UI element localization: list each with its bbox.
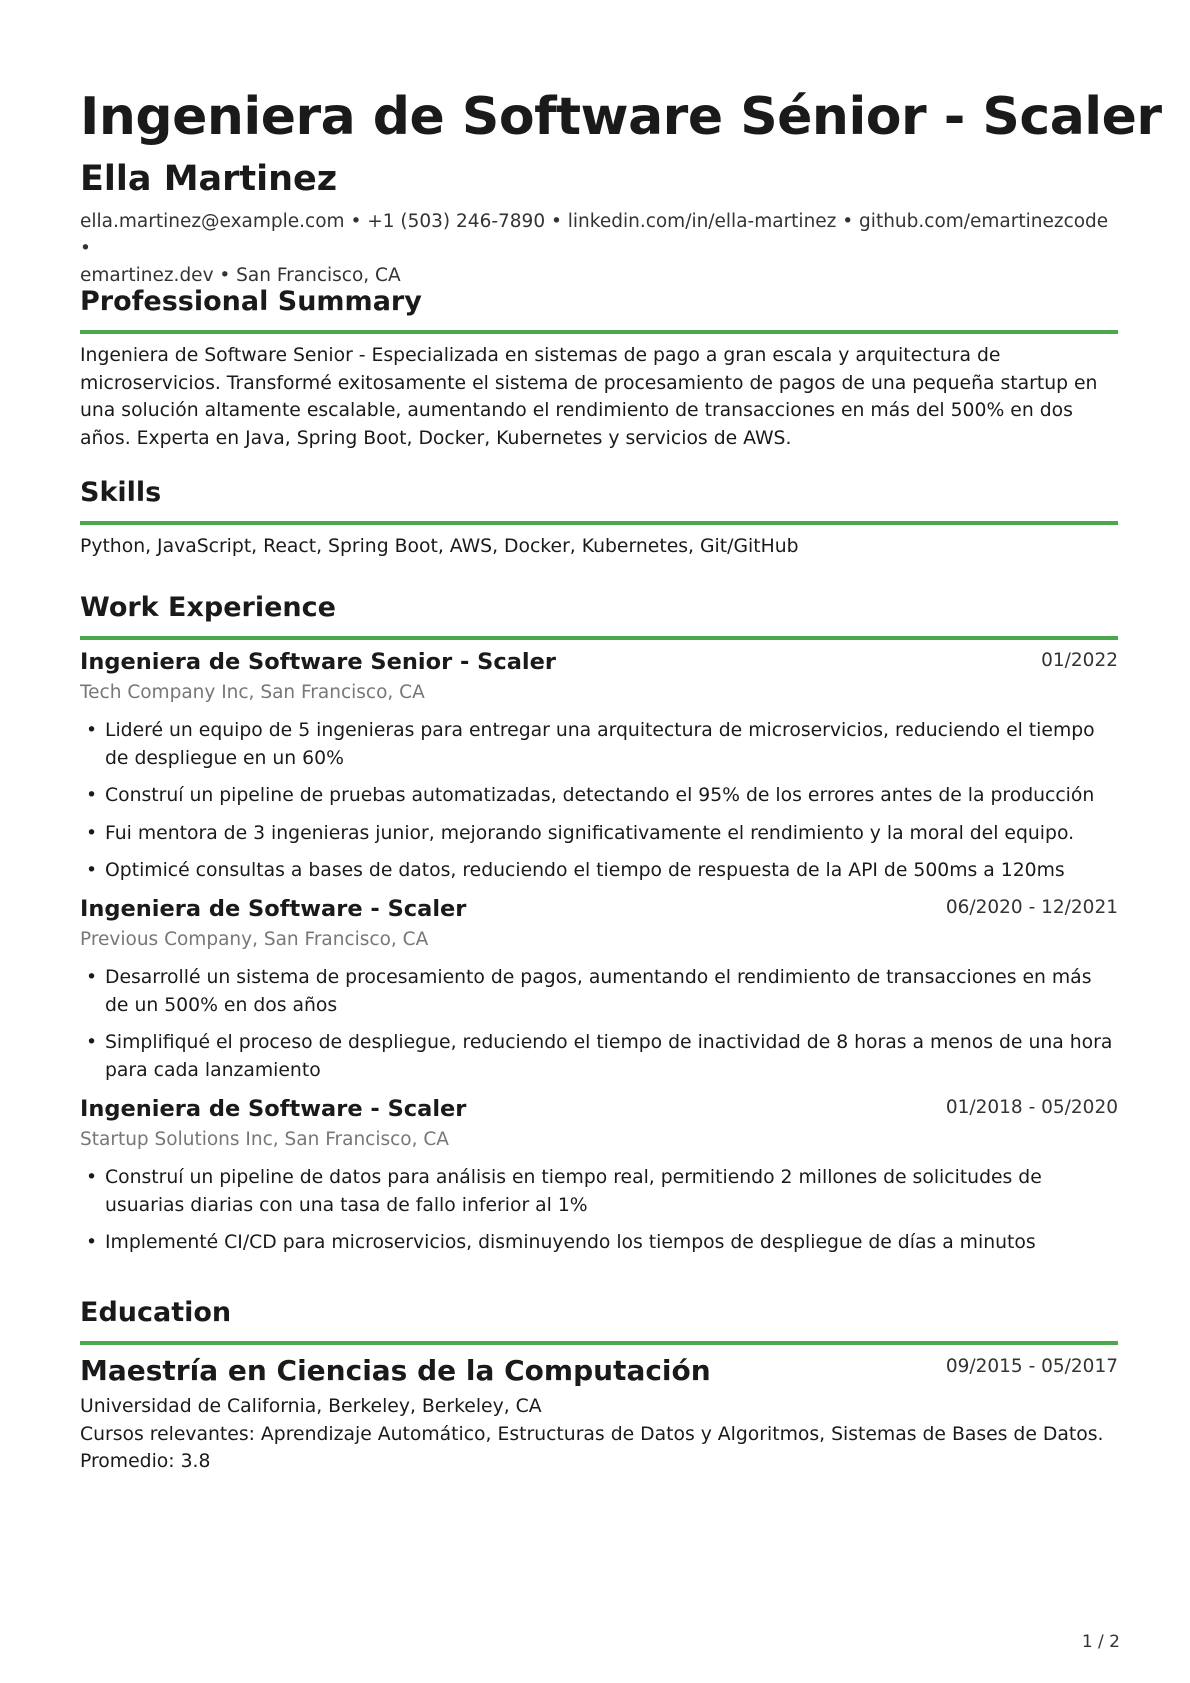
degree-title: Maestría en Ciencias de la Computación [80, 1354, 711, 1387]
bullet-item: • Optimicé consultas a bases de datos, reduciendo el tiempo de respuesta de la API de 500ms a 120ms [80, 857, 1118, 885]
education-date: 09/2015 - 05/2017 [945, 1356, 1118, 1377]
bullet-item: • Fui mentora de 3 ingenieras junior, mejorando significativamente el rendimiento y la moral del equipo. [80, 820, 1118, 848]
bullet-item: • Construí un pipeline de pruebas automatizadas, detectando el 95% de los errores antes de la producción [80, 782, 1118, 810]
job-bullets [80, 717, 1118, 885]
relevant-courses: Cursos relevantes: Aprendizaje Automático, Estructuras de Datos y Algoritmos, Sistemas de Bases de Datos. [80, 1423, 1104, 1445]
bullet-item: • Construí un pipeline de datos para análisis en tiempo real, permitiendo 2 millones de solicitudes de usuarias diarias con una tasa de fallo inferior al 1% [80, 1164, 1118, 1219]
page-number: 1 / 2 [1081, 1632, 1120, 1652]
section-divider [80, 1341, 1118, 1345]
job-title: Ingeniera de Software - Scaler [80, 1096, 467, 1122]
job-company: Startup Solutions Inc, San Francisco, CA [80, 1129, 449, 1150]
bullet-item: • Lideré un equipo de 5 ingenieras para entregar una arquitectura de microservicios, reduciendo el tiempo de despliegue en un 60% [80, 717, 1118, 772]
job-bullets [80, 1164, 1118, 1257]
section-divider [80, 636, 1118, 640]
section-divider [80, 330, 1118, 334]
contact-line-2: emartinez.dev • San Francisco, CA [80, 265, 401, 286]
job-title: Ingeniera de Software - Scaler [80, 896, 467, 922]
job-entry [80, 647, 1118, 895]
job-entry [80, 1094, 1118, 1267]
gpa: Promedio: 3.8 [80, 1451, 211, 1472]
job-bullets [80, 964, 1118, 1084]
bullet-item: • Simplifiqué el proceso de despliegue, reduciendo el tiempo de inactividad de 8 horas a menos de una hora para cada lanzamiento [80, 1029, 1118, 1084]
skills-heading: Skills [80, 477, 162, 508]
summary-heading: Professional Summary [80, 286, 422, 317]
document-title: Ingeniera de Software Sénior - Scaler [80, 87, 1162, 147]
job-date: 01/2022 [1041, 650, 1118, 671]
skills-section-header [80, 475, 1118, 525]
bullet-item: • Implementé CI/CD para microservicios, disminuyendo los tiempos de despliegue de días a minutos [80, 1229, 1118, 1257]
job-title: Ingeniera de Software Senior - Scaler [80, 649, 556, 675]
school-name: Universidad de California, Berkeley, Berkeley, CA [80, 1396, 542, 1417]
job-company: Tech Company Inc, San Francisco, CA [80, 682, 425, 703]
contact-info [80, 208, 1120, 289]
bullet-item: • Desarrollé un sistema de procesamiento de pagos, aumentando el rendimiento de transacciones en más de un 500% en dos años [80, 964, 1118, 1019]
experience-heading: Work Experience [80, 592, 336, 623]
skills-text: Python, JavaScript, React, Spring Boot, AWS, Docker, Kubernetes, Git/GitHub [80, 536, 799, 557]
job-date: 01/2018 - 05/2020 [945, 1097, 1118, 1118]
education-heading: Education [80, 1297, 232, 1328]
job-date: 06/2020 - 12/2021 [945, 897, 1118, 918]
summary-section-header [80, 284, 1118, 334]
job-entry [80, 894, 1118, 1094]
job-company: Previous Company, San Francisco, CA [80, 929, 429, 950]
education-section-header [80, 1295, 1118, 1345]
section-divider [80, 521, 1118, 525]
candidate-name: Ella Martinez [80, 159, 338, 199]
education-entry [80, 1353, 1118, 1476]
summary-text: Ingeniera de Software Senior - Especializada en sistemas de pago a gran escala y arquitectura de microservicios. Transformé exitosamente el sistema de procesamiento de pagos de una pequeña startup en una solución altamente escalable, aumentando el rendimiento de transacciones en más del 500% en dos años. Experta en Java, Spring Boot, Docker, Kubernetes y servicios de AWS. [80, 345, 1098, 449]
experience-section-header [80, 590, 1118, 640]
contact-line-1: ella.martinez@example.com • +1 (503) 246-7890 • linkedin.com/in/ella-martinez • github.com/emartinezcode • [80, 211, 1109, 259]
